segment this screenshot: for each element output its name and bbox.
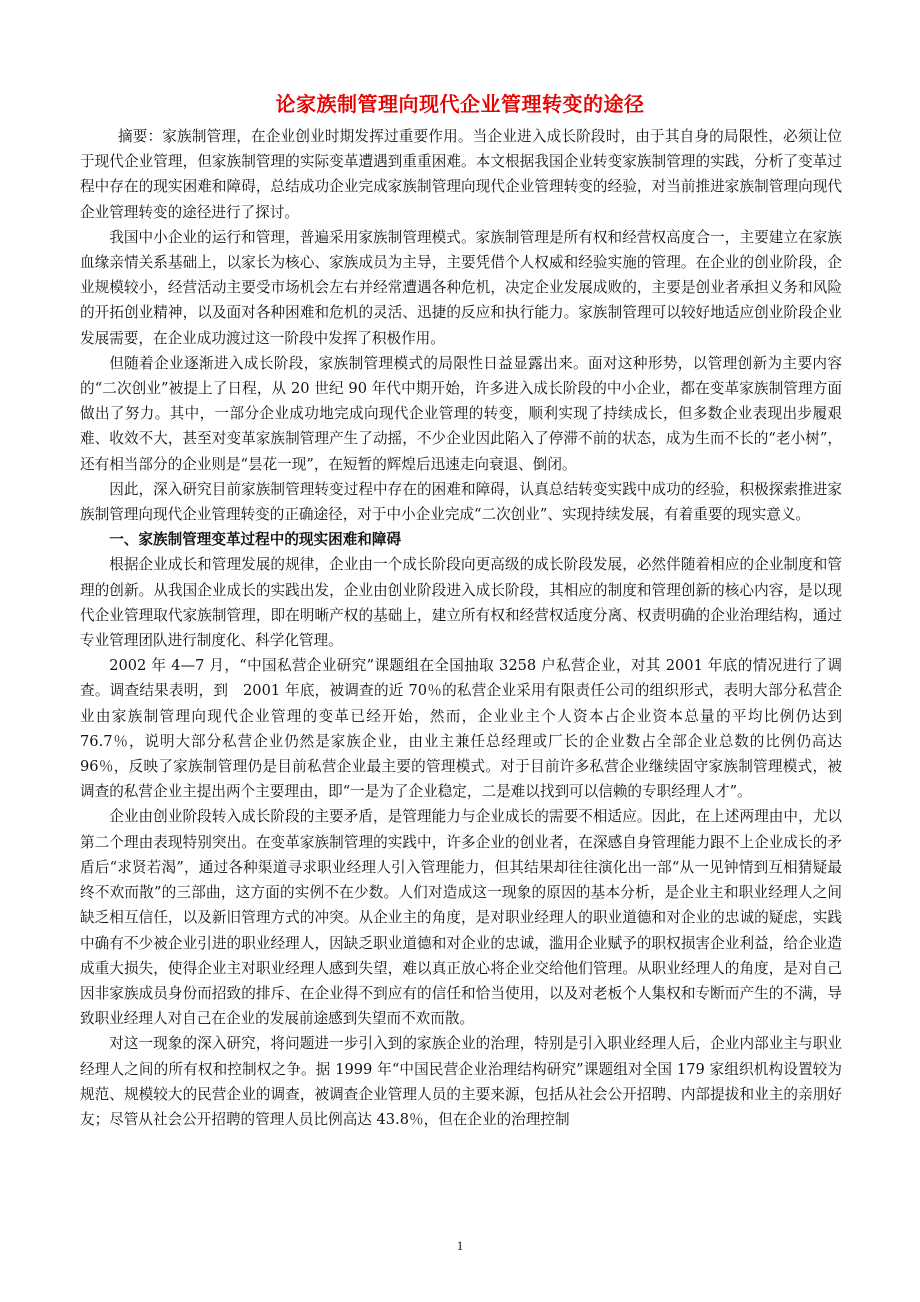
body-paragraph: 企业由创业阶段转入成长阶段的主要矛盾，是管理能力与企业成长的需要不相适应。因此，在上述两理由中，尤以第二个理由表现特别突出。在变革家族制管理的实践中，许多企业的创业者，在深感自身管理能力跟不上企业成长的矛盾后“求贤若渴”，通过各种渠道寻求职业经理人引入管理能力，但其结果却往往演化出一部“从一见钟情到互相猜疑最终不欢而散”的三部曲，这方面的实例不在少数。人们对造成这一现象的原因的基本分析，是企业主和职业经理人之间缺乏相互信任，以及新旧管理方式的冲突。从企业主的角度，是对职业经理人的职业道德和对企业的忠诚的疑虑，实践中确有不少被企业引进的职业经理人，因缺乏职业道德和对企业的忠诚，滥用企业赋予的职权损害企业利益，给企业造成重大损失，使得企业主对职业经理人感到失望，难以真正放心将企业交给他们管理。从职业经理人的角度，是对自己因非家族成员身份而招致的排斥、在企业得不到应有的信任和恰当使用，以及对老板个人集权和专断而产生的不满，导致职业经理人对自己在企业的发展前途感到失望而不欢而散。	[80, 808, 842, 1028]
body-paragraph: 因此，深入研究目前家族制管理转变过程中存在的困难和障碍，认真总结转变实践中成功的经验，积极探索推进家族制管理向现代企业管理转变的正确途径，对于中小企业完成“二次创业”、实现持续发展，有着重要的现实意义。	[80, 480, 842, 524]
body-paragraph: 对这一现象的深入研究，将问题进一步引入到的家族企业的治理，特别是引入职业经理人后，企业内部业主与职业经理人之间的所有权和控制权之争。据 1999 年“中国民营企业治理结构研究”课题组对全国 179 家组织机构设置较为规范、规模较大的民营企业的调查，被调查企业管理人员的主要来源，包括从社会公开招聘、内部提拔和业主的亲朋好友；尽管从社会公开招聘的管理人员比例高达 43.8％，但在企业的治理控制	[80, 1035, 842, 1128]
section-heading: 一、家族制管理变革过程中的现实困难和障碍	[109, 531, 402, 549]
body-paragraph: 我国中小企业的运行和管理，普遍采用家族制管理模式。家族制管理是所有权和经营权高度合一，主要建立在家族血缘亲情关系基础上，以家长为核心、家族成员为主导，主要凭借个人权威和经验实施的管理。在企业的创业阶段，企业规模较小，经营活动主要受市场机会左右并经常遭遇各种危机，决定企业发展成败的，主要是创业者承担义务和风险的开拓创业精神，以及面对各种困难和危机的灵活、迅捷的反应和执行能力。家族制管理可以较好地适应创业阶段企业发展需要，在企业成功渡过这一阶段中发挥了积极作用。	[80, 228, 842, 347]
document-title: 论家族制管理向现代企业管理转变的途径	[275, 92, 645, 116]
abstract-paragraph: 摘要：家族制管理，在企业创业时期发挥过重要作用。当企业进入成长阶段时，由于其自身的局限性，必须让位于现代企业管理，但家族制管理的实际变革遭遇到重重困难。本文根据我国企业转变家族制管理的实践，分析了变革过程中存在的现实困难和障碍，总结成功企业完成家族制管理向现代企业管理转变的经验，对当前推进家族制管理向现代企业管理转变的途径进行了探讨。	[80, 128, 842, 221]
body-paragraph: 但随着企业逐渐进入成长阶段，家族制管理模式的局限性日益显露出来。面对这种形势，以管理创新为主要内容的“二次创业”被提上了日程，从 20 世纪 90 年代中期开始，许多进入成长阶段的中小企业，都在变革家族制管理方面做出了努力。其中，一部分企业成功地完成向现代企业管理的转变，顺利实现了持续成长，但多数企业表现出步履艰难、收效不大，甚至对变革家族制管理产生了动摇，不少企业因此陷入了停滞不前的状态，成为生而不长的“老小树”，还有相当部分的企业则是“昙花一现”，在短暂的辉煌后迅速走向衰退、倒闭。	[80, 354, 842, 473]
document-body	[80, 124, 842, 1132]
body-paragraph: 2002 年 4—7 月，“中国私营企业研究”课题组在全国抽取 3258 户私营企业，对其 2001 年底的情况进行了调查。调查结果表明，到 2001 年底，被调查的近 70％的私营企业采用有限责任公司的组织形式，表明大部分私营企业由家族制管理向现代企业管理的变革已经开始，然而，企业业主个人资本占企业资本总量的平均比例仍达到 76.7％，说明大部分私营企业仍然是家族企业，由业主兼任总经理或厂长的企业数占全部企业总数的比例仍高达 96％，反映了家族制管理仍是目前私营企业最主要的管理模式。对于目前许多私营企业继续固守家族制管理模式，被调查的私营企业主提出两个主要理由，即“一是为了企业稳定，二是难以找到可以信赖的专职经理人才”。	[80, 657, 842, 801]
page-number: 1	[456, 1238, 464, 1253]
body-paragraph: 根据企业成长和管理发展的规律，企业由一个成长阶段向更高级的成长阶段发展，必然伴随着相应的企业制度和管理的创新。从我国企业成长的实践出发，企业由创业阶段进入成长阶段，其相应的制度和管理创新的核心内容，是以现代企业管理取代家族制管理，即在明晰产权的基础上，建立所有权和经营权适度分离、权责明确的企业治理结构，通过专业管理团队进行制度化、科学化管理。	[80, 556, 842, 650]
